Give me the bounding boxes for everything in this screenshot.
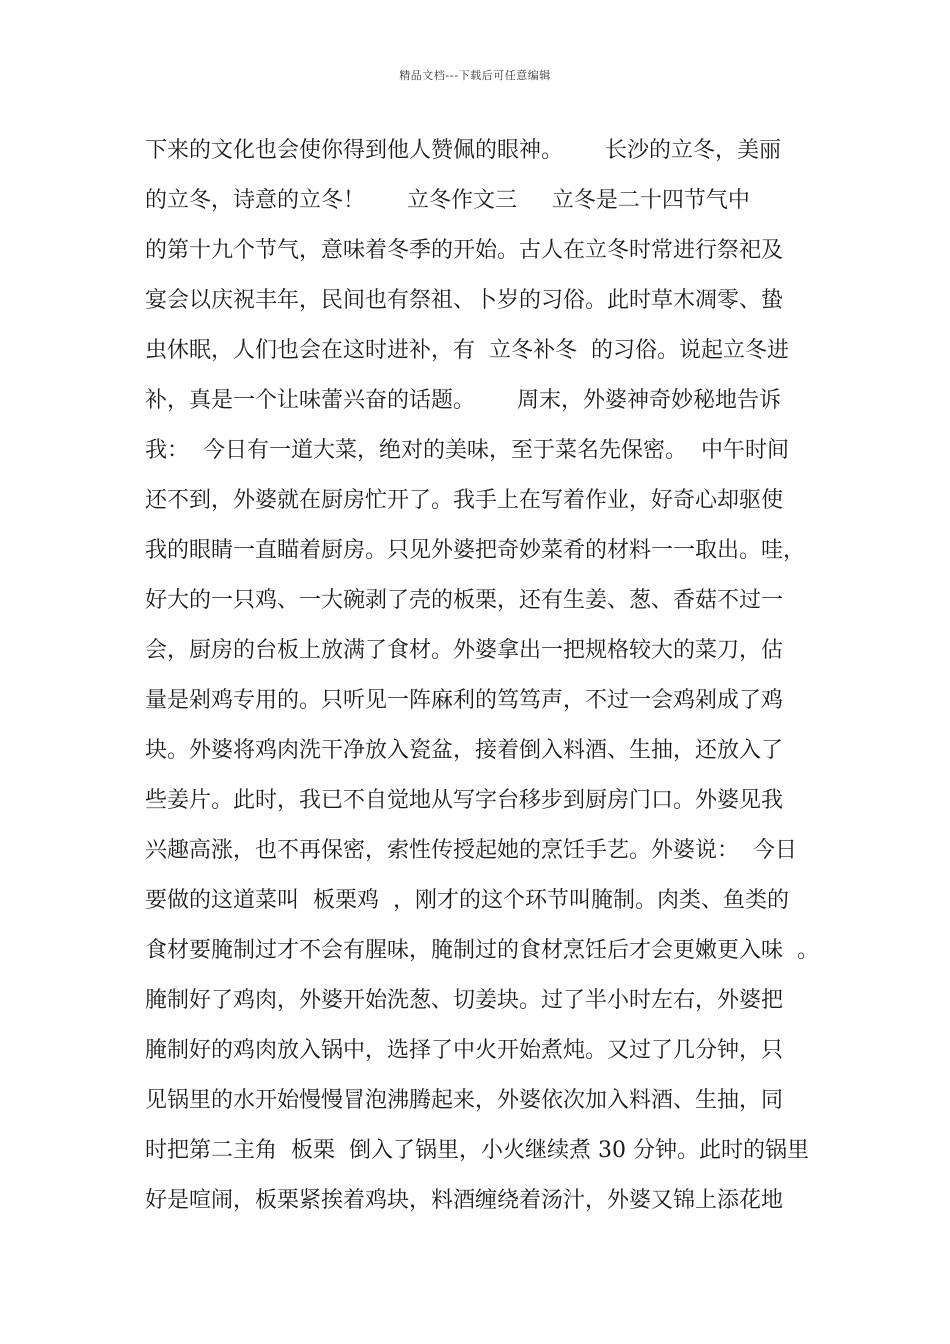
text-line: 宴会以庆祝丰年，民间也有祭祖、卜岁的习俗。此时草木凋零、蛰 xyxy=(145,288,784,313)
text-line: 腌制好的鸡肉放入锅中，选择了中火开始煮炖。又过了几分钟，只 xyxy=(145,1038,784,1063)
text-line: 腌制好了鸡肉，外婆开始洗葱、切姜块。过了半小时左右，外婆把 xyxy=(145,988,784,1013)
text-line: 下来的文化也会使你得到他人赞佩的眼神。 长沙的立冬，美丽 xyxy=(145,138,781,163)
text-line: 量是剁鸡专用的。只听见一阵麻利的笃笃声，不过一会鸡剁成了鸡 xyxy=(145,688,784,713)
text-line: 的立冬，诗意的立冬！ 立冬作文三 立冬是二十四节气中 xyxy=(145,188,750,213)
text-line: 食材要腌制过才不会有腥味，腌制过的食材烹饪后才会更嫩更入味 。 xyxy=(145,938,819,963)
text-line: 好大的一只鸡、一大碗剥了壳的板栗，还有生姜、葱、香菇不过一 xyxy=(145,588,784,613)
text-line: 些姜片。此时，我已不自觉地从写字台移步到厨房门口。外婆见我 xyxy=(145,788,784,813)
text-line: 时把第二主角 板栗 倒入了锅里，小火继续煮 30 分钟。此时的锅里 xyxy=(145,1138,809,1163)
text-line: 好是喧闹，板栗紧挨着鸡块，料酒缠绕着汤汁，外婆又锦上添花地 xyxy=(145,1188,784,1213)
text-line: 会，厨房的台板上放满了食材。外婆拿出一把规格较大的菜刀，估 xyxy=(145,638,784,663)
text-line: 的第十九个节气，意味着冬季的开始。古人在立冬时常进行祭祀及 xyxy=(145,238,784,263)
text-line: 要做的这道菜叫 板栗鸡 ，刚才的这个环节叫腌制。肉类、鱼类的 xyxy=(145,888,789,913)
text-line: 虫休眠，人们也会在这时进补，有 立冬补冬 的习俗。说起立冬进 xyxy=(145,338,789,363)
text-line: 块。外婆将鸡肉洗干净放入瓷盆，接着倒入料酒、生抽，还放入了 xyxy=(145,738,784,763)
text-line: 兴趣高涨，也不再保密，索性传授起她的烹饪手艺。外婆说： 今日 xyxy=(145,838,797,863)
text-line: 补，真是一个让味蕾兴奋的话题。 周末，外婆神奇妙秘地告诉 xyxy=(145,388,781,413)
text-line: 见锅里的水开始慢慢冒泡沸腾起来，外婆依次加入料酒、生抽，同 xyxy=(145,1088,784,1113)
text-line: 还不到，外婆就在厨房忙开了。我手上在写着作业，好奇心却驱使 xyxy=(145,488,784,513)
text-line: 我： 今日有一道大菜，绝对的美味，至于菜名先保密。 中午时间 xyxy=(145,438,789,463)
page-header: 精品文档---下载后可任意编辑 xyxy=(399,69,551,82)
text-line: 我的眼睛一直瞄着厨房。只见外婆把奇妙菜肴的材料一一取出。哇， xyxy=(145,538,806,563)
body-text xyxy=(145,130,835,1230)
